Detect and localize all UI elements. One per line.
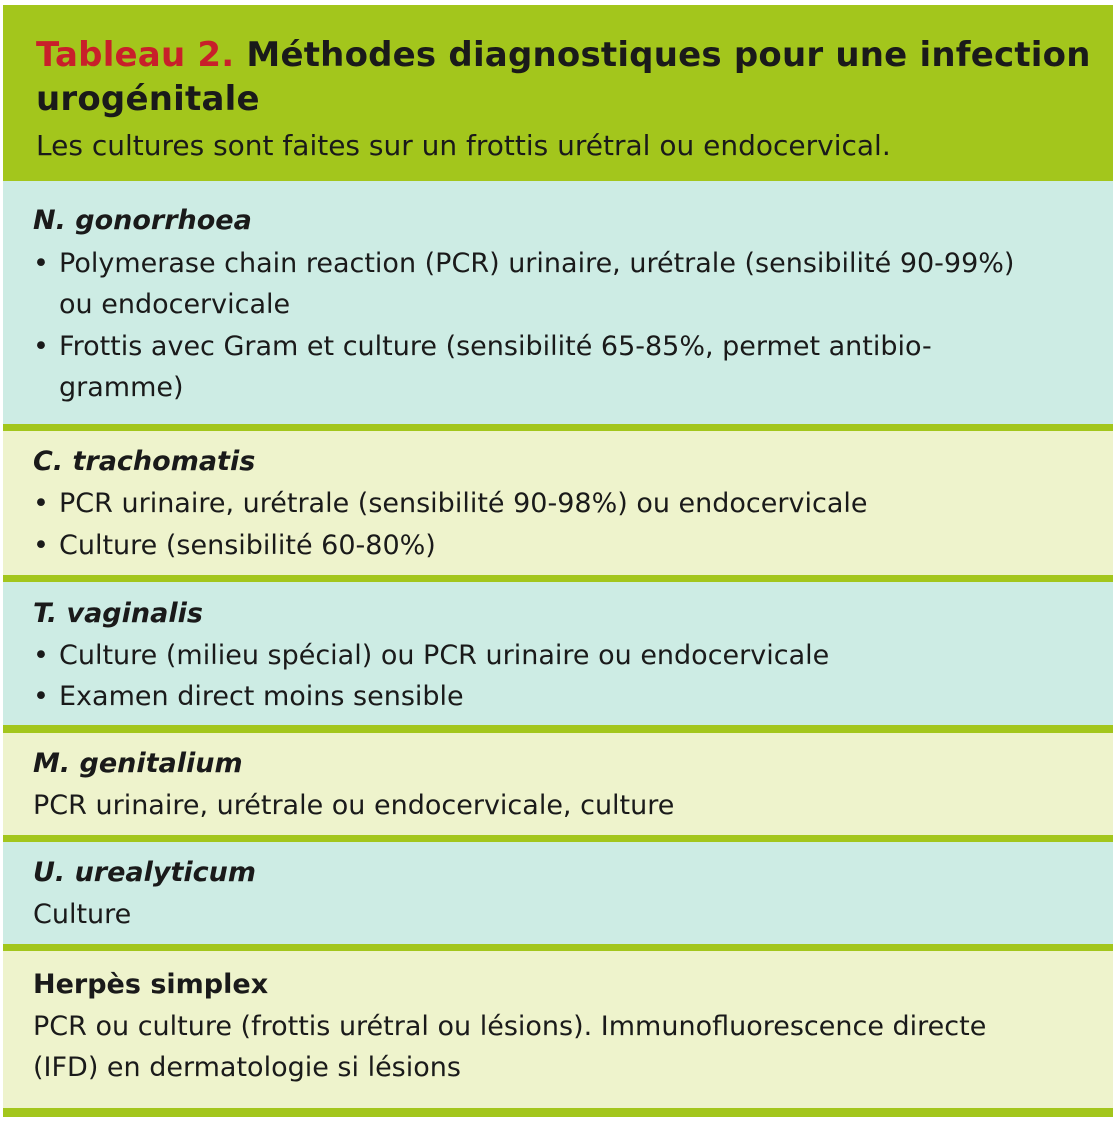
section-text: (IFD) en dermatologie si lésions	[33, 1052, 461, 1083]
section-u-urealyticum	[3, 842, 1113, 944]
section-title: M. genitalium	[33, 748, 243, 779]
list-item-continuation: gramme)	[59, 372, 184, 403]
section-n-gonorrhoea	[3, 181, 1113, 424]
table-title-text: Méthodes diagnostiques pour une infection urogénitale	[36, 35, 1091, 119]
list-item-text: Polymerase chain reaction (PCR) urinaire, urétrale (sensibilité 90-99%)	[59, 248, 1015, 279]
table-label: Tableau 2.	[36, 35, 235, 75]
section-m-genitalium	[3, 733, 1113, 835]
list-item	[33, 529, 436, 563]
section-title: C. trachomatis	[33, 446, 256, 477]
bullet-icon: •	[33, 331, 49, 362]
section-title: N. gonorrhoea	[33, 205, 252, 236]
list-item	[33, 680, 464, 714]
diagnostic-table	[3, 5, 1113, 1117]
list-item	[33, 639, 829, 673]
list-item-continuation: ou endocervicale	[59, 289, 291, 320]
table-header	[3, 5, 1113, 181]
list-item-text: PCR urinaire, urétrale (sensibilité 90-98%) ou endocervicale	[59, 488, 868, 519]
bullet-icon: •	[33, 530, 49, 561]
section-title: T. vaginalis	[33, 598, 203, 629]
bullet-icon: •	[33, 248, 49, 279]
section-text: Culture	[33, 899, 132, 930]
table-subtitle: Les cultures sont faites sur un frottis urétral ou endocervical.	[36, 129, 891, 162]
list-item-text: Culture (milieu spécial) ou PCR urinaire ou endocervicale	[59, 640, 830, 671]
section-herpes-simplex	[3, 951, 1113, 1108]
list-item	[33, 247, 1014, 281]
section-title: U. urealyticum	[33, 857, 257, 888]
section-t-vaginalis	[3, 582, 1113, 725]
section-c-trachomatis	[3, 431, 1113, 575]
list-item-text: Culture (sensibilité 60-80%)	[59, 530, 436, 561]
list-item-text: Frottis avec Gram et culture (sensibilité 65-85%, permet antibio-	[59, 331, 932, 362]
section-text: PCR ou culture (frottis urétral ou lésions). Immunofluorescence directe	[33, 1011, 987, 1042]
section-text: PCR urinaire, urétrale ou endocervicale, culture	[33, 790, 675, 821]
list-item	[33, 487, 867, 521]
bullet-icon: •	[33, 488, 49, 519]
list-item	[33, 330, 932, 364]
table-title	[36, 33, 1096, 121]
list-item-text: Examen direct moins sensible	[59, 681, 464, 712]
bullet-icon: •	[33, 681, 49, 712]
section-title: Herpès simplex	[33, 969, 269, 1000]
bullet-icon: •	[33, 640, 49, 671]
